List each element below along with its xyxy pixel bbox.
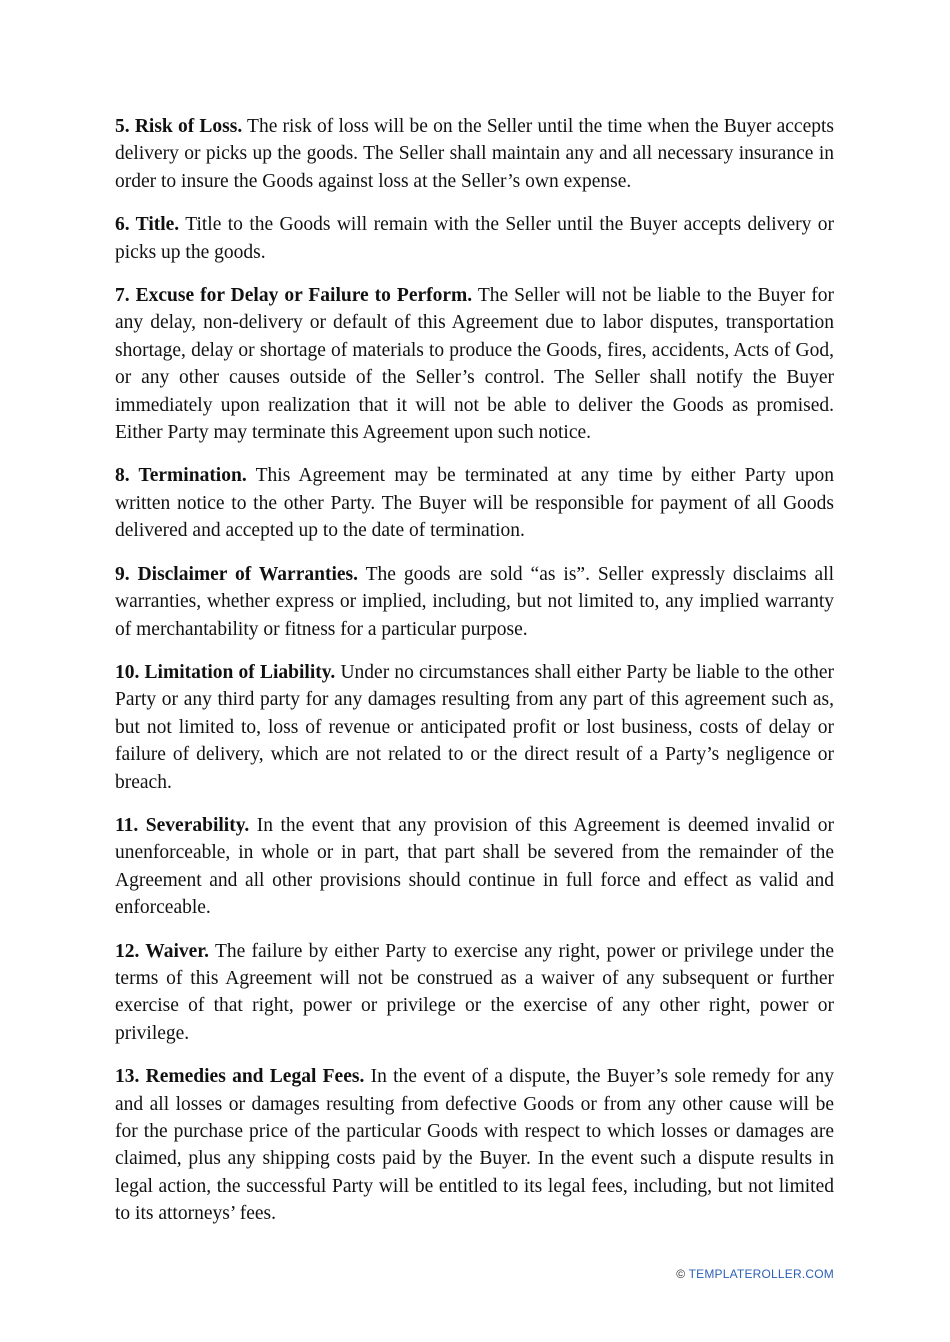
clause-title [115, 211, 834, 266]
clause-disclaimer-of-warranties [115, 561, 834, 643]
clause-text: This Agreement may be terminated at any time by either Party upon written notice to the other Party. The Buyer will be responsible for payment of all Goods delivered and accepted up to the date of termination. [115, 465, 835, 542]
clause-severability [115, 812, 834, 922]
clause-limitation-of-liability [115, 659, 834, 796]
clause-heading: 9. Disclaimer of Warranties. [115, 563, 358, 585]
clause-heading: 7. Excuse for Delay or Failure to Perform. [115, 285, 473, 307]
clause-waiver [115, 938, 834, 1048]
clause-text: The risk of loss will be on the Seller until the time when the Buyer accepts delivery or picks up the goods. The Seller shall maintain any and all necessary insurance in order to insure the Goods against loss at the Seller’s own expense. [115, 116, 834, 192]
clause-text: Under no circumstances shall either Party be liable to the other Party or any third party for any damages resulting from any part of this agreement such as, but not limited to, loss of revenue or anticipated profit or lost business, costs of delay or failure of delivery, which are not related to or the direct result of a Party’s negligence or breach. [115, 661, 834, 793]
footer-brand-link[interactable]: TEMPLATEROLLER.COM [688, 1267, 834, 1281]
clause-heading: 13. Remedies and Legal Fees. [115, 1066, 365, 1088]
clause-heading: 8. Termination. [115, 465, 247, 487]
clause-remedies-and-legal-fees [115, 1063, 834, 1227]
clause-heading: 11. Severability. [115, 814, 250, 836]
clause-text: Title to the Goods will remain with the Seller until the Buyer accepts delivery or picks up the goods. [115, 214, 834, 263]
footer-watermark [676, 1267, 834, 1281]
clause-text: The Seller will not be liable to the Buyer for any delay, non-delivery or default of this Agreement due to labor disputes, transportation shortage, delay or shortage of materials to produce the Goods, fires, accidents, Acts of God, or any other causes outside of the Seller’s control. The Seller shall notify the Buyer immediately upon realization that it will not be able to deliver the Goods as promised. Either Party may terminate this Agreement upon such notice. [115, 285, 834, 444]
clause-text: The goods are sold “as is”. Seller expressly disclaims all warranties, whether express or implied, including, but not limited to, any implied warranty of merchantability or fitness for a particular purpose. [115, 563, 834, 640]
clause-heading: 5. Risk of Loss. [115, 116, 243, 137]
clause-text: The failure by either Party to exercise any right, power or privilege under the terms of this Agreement will not be construed as a waiver of any subsequent or further exercise of that right, power or privilege or the exercise of any other right, power or privilege. [115, 940, 835, 1044]
copyright-icon: © [676, 1267, 686, 1281]
clause-termination [115, 462, 834, 544]
clause-text: In the event that any provision of this Agreement is deemed invalid or unenforceable, in whole or in part, that part shall be severed from the remainder of the Agreement and all other provisions should continue in full force and effect as valid and enforceable. [115, 814, 835, 919]
clause-heading: 10. Limitation of Liability. [115, 661, 336, 683]
clause-text: In the event of a dispute, the Buyer’s sole remedy for any and all losses or damages resulting from defective Goods or from any other cause will be for the purchase price of the particular Goods with respect to which losses or damages are claimed, plus any shipping costs paid by the Buyer. In the event such a dispute results in legal action, the successful Party will be entitled to its legal fees, including, but not limited to its attorneys’ fees. [115, 1066, 834, 1225]
document-body [115, 113, 834, 1244]
clause-heading: 6. Title. [115, 214, 180, 236]
clause-risk-of-loss [115, 113, 834, 195]
clause-excuse-for-delay [115, 282, 834, 446]
clause-heading: 12. Waiver. [115, 940, 210, 962]
